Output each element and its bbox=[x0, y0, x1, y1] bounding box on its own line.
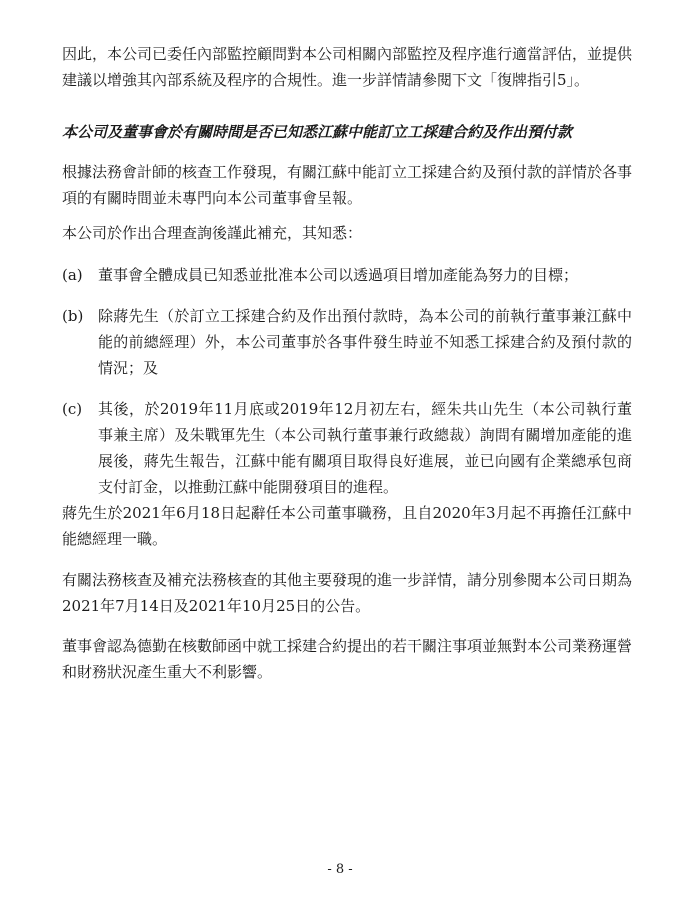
paragraph-forensic-findings: 根據法務會計師的核查工作發現，有關江蘇中能訂立工採建合約及預付款的詳情於各事項的有關時間並未專門向本公司董事會呈報。 bbox=[62, 163, 633, 207]
list-marker: (a) bbox=[62, 266, 83, 284]
paragraph-internal-control: 因此，本公司已委任內部監控顧問對本公司相關內部監控及程序進行適當評估，並提供建議以增強其內部系統及程序的合規性。進一步詳情請參閱下文「復牌指引5」。 bbox=[62, 45, 633, 89]
paragraph-supplement-intro: 本公司於作出合理查詢後謹此補充，其知悉： bbox=[62, 224, 363, 242]
list-item-text: 其後，於2019年11月底或2019年12月初左右，經朱共山先生（本公司執行董事兼主席）及朱戰軍先生（本公司執行董事兼行政總裁）詢問有關增加產能的進展後，蔣先生報告，江蘇中能有關項目取得良好進展，並已向國有企業總承包商支付訂金，以推動江蘇中能開發項目的進程。 bbox=[98, 400, 632, 496]
paragraph-further-details: 有關法務核查及補充法務核查的其他主要發現的進一步詳情，請分別參閱本公司日期為2021年7月14日及2021年10月25日的公告。 bbox=[62, 571, 633, 615]
paragraph-resignation: 蔣先生於2021年6月18日起辭任本公司董事職務，且自2020年3月起不再擔任江蘇中能總經理一職。 bbox=[62, 504, 632, 548]
list-item-text: 除蔣先生（於訂立工採建合約及作出預付款時，為本公司的前執行董事兼江蘇中能的前總經理）外，本公司董事於各事件發生時並不知悉工採建合約及預付款的情況；及 bbox=[98, 307, 632, 377]
list-marker: (c) bbox=[62, 400, 83, 418]
list-item-text: 董事會全體成員已知悉並批准本公司以透過項目增加產能為努力的目標； bbox=[98, 266, 579, 284]
page-number: - 8 - bbox=[327, 862, 353, 877]
section-heading: 本公司及董事會於有關時間是否已知悉江蘇中能訂立工採建合約及作出預付款 bbox=[62, 123, 573, 141]
list-marker: (b) bbox=[62, 307, 84, 325]
paragraph-board-view: 董事會認為德勤在核數師函中就工採建合約提出的若干關注事項並無對本公司業務運營和財務狀況產生重大不利影響。 bbox=[62, 637, 633, 681]
